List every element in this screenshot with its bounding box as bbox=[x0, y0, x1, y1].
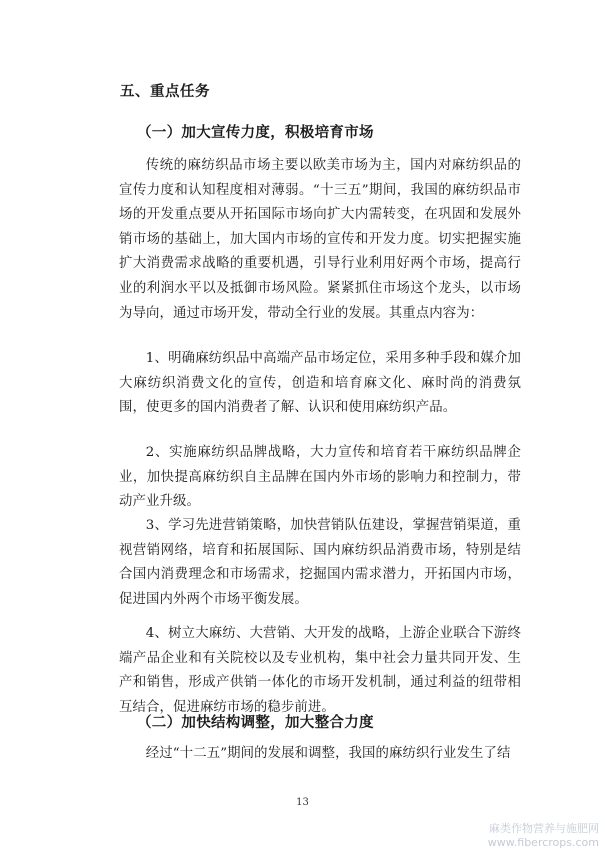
paragraph-item-2: 2、实施麻纺织品牌战略，大力宣传和培育若干麻纺织品牌企业，加快提高麻纺织自主品牌在国内外市场的影响力和控制力，带动产业升级。 bbox=[119, 445, 521, 510]
watermark bbox=[488, 822, 599, 850]
page-number: 13 bbox=[296, 797, 309, 808]
paragraph-item-4: 4、树立大麻纺、大营销、大开发的战略，上游企业联合下游终端产品企业和有关院校以及专业机构，集中社会力量共同开发、生产和销售，形成产供销一体化的市场开发机制，通过利益的纽带相互结合，促进麻纺市场的稳步前进。 bbox=[119, 626, 521, 715]
watermark-url: www.fibercrops.com bbox=[487, 836, 599, 849]
subsection-heading-2: （二）加快结构调整，加大整合力度 bbox=[137, 715, 374, 731]
section-heading: 五、重点任务 bbox=[120, 84, 210, 100]
watermark-title: 麻类作物营养与施肥网 bbox=[489, 822, 599, 835]
subsection-heading-1: （一）加大宣传力度，积极培育市场 bbox=[137, 125, 374, 141]
paragraph-intro: 传统的麻纺织品市场主要以欧美市场为主，国内对麻纺织品的宣传力度和认知程度相对薄弱。“十三五”期间，我国的麻纺织品市场的开发重点要从开拓国际市场向扩大内需转变，在巩固和发展外销市场的基础上，加大国内市场的宣传和开发力度。切实把握实施扩大消费需求战略的重要机遇，引导行业利用好两个市场，提高行业的利润水平以及抵御市场风险。紧紧抓住市场这个龙头，以市场为导向，通过市场开发，带动全行业的发展。其重点内容为： bbox=[119, 158, 521, 321]
paragraph-item-1: 1、明确麻纺织品中高端产品市场定位，采用多种手段和媒介加大麻纺织消费文化的宣传，创造和培育麻文化、麻时尚的消费氛围，使更多的国内消费者了解、认识和使用麻纺织产品。 bbox=[119, 351, 521, 416]
paragraph-structure-adjustment: 经过“十二五”期间的发展和调整，我国的麻纺织行业发生了结 bbox=[145, 746, 511, 761]
paragraph-item-3: 3、学习先进营销策略，加快营销队伍建设，掌握营销渠道，重视营销网络，培育和拓展国际、国内麻纺织品消费市场，特别是结合国内消费理念和市场需求，挖掘国内需求潜力，开拓国内市场，促进国内外两个市场平衡发展。 bbox=[119, 518, 521, 607]
